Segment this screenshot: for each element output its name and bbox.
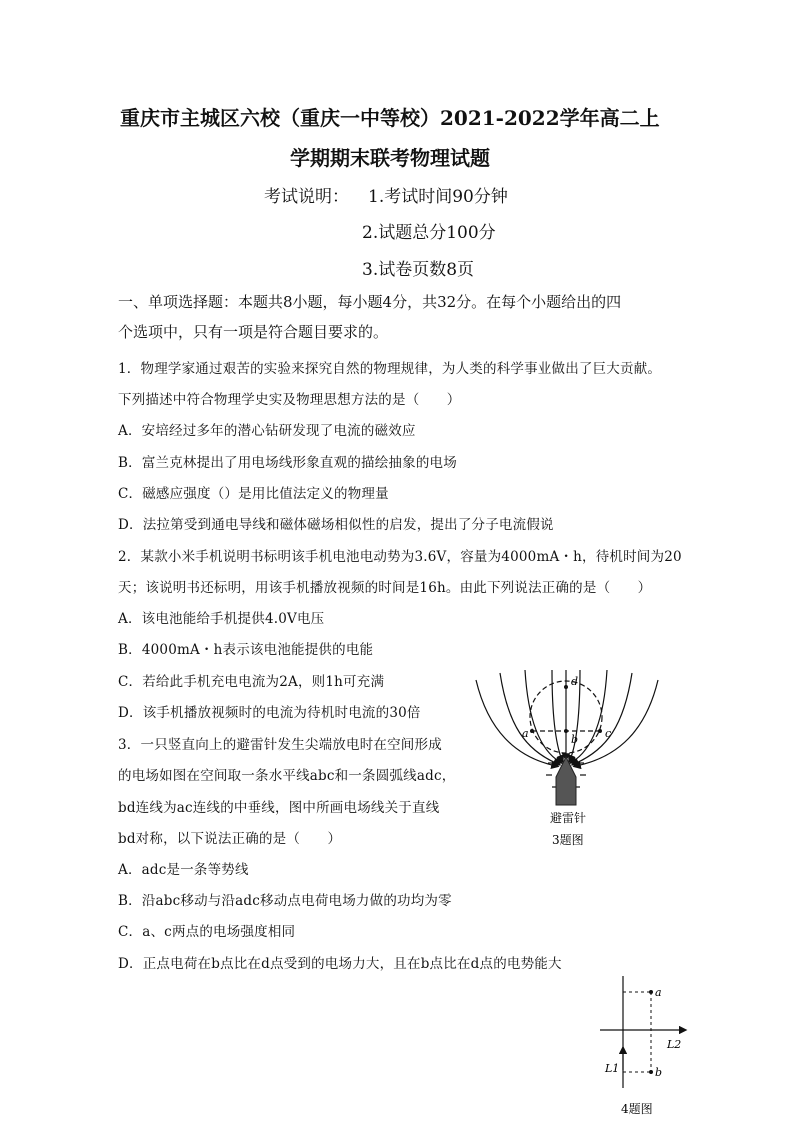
point-d (564, 685, 568, 689)
q2-option-a: A．该电池能给手机提供4.0V电压 (118, 611, 325, 627)
q2-option-c: C．若给此手机充电电流为2A，则1h可充满 (118, 674, 385, 690)
dashed-guides (623, 992, 651, 1072)
page-title-line-1: 重庆市主城区六校（重庆一中等校）2021-2022学年高二上 (120, 106, 660, 130)
q3-stem-line-2: 的电场如图在空间取一条水平线abc和一条圆弧线adc， (118, 768, 456, 784)
point-b (564, 729, 568, 733)
field-line-outer-right-1 (574, 673, 632, 764)
exam-notes-label: 考试说明： (264, 187, 349, 207)
point-a-fig4 (649, 990, 653, 994)
fig4-label-L1: L1 (605, 1062, 620, 1075)
lightning-rod (556, 757, 576, 805)
figure-3-caption: 3题图 (552, 833, 584, 847)
fig4-label-L2: L2 (667, 1038, 682, 1051)
field-line-outer-left-2 (476, 680, 556, 766)
rod-label: 避雷针 (550, 811, 587, 825)
q3-stem-line-1: 3．一只竖直向上的避雷针发生尖端放电时在空间形成 (118, 737, 442, 753)
figure-4-wires (595, 970, 695, 1118)
q2-stem-line-2: 天；该说明书还标明，用该手机播放视频的时间是16h。由此下列说法正确的是（ ） (118, 580, 652, 596)
q1-stem-line-2: 下列描述中符合物理学史实及物理思想方法的是（ ） (118, 392, 461, 408)
exam-note-3: 3.试卷页数8页 (362, 260, 475, 280)
figure-4-caption: 4题图 (621, 1102, 653, 1116)
field-line-outer-left-1 (500, 673, 558, 764)
label-b: b (571, 733, 579, 746)
q1-option-c: C．磁感应强度（）是用比值法定义的物理量 (118, 486, 389, 502)
q3-stem-line-3: bd连线为ac连线的中垂线，图中所画电场线关于直线 (118, 800, 440, 816)
q3-stem-line-4: bd对称，以下说法正确的是（ ） (118, 831, 342, 847)
figure-3-lightning-rod (470, 665, 670, 850)
q3-option-c: C．a、c两点的电场强度相同 (118, 924, 296, 940)
page-title-line-2: 学期期末联考物理试题 (290, 146, 490, 170)
field-line-outer-right-2 (576, 680, 658, 766)
q1-option-a: A．安培经过多年的潜心钻研发现了电流的磁效应 (118, 423, 416, 439)
q2-option-d: D．该手机播放视频时的电流为待机时电流的30倍 (118, 705, 421, 721)
section-1-line-1: 一、单项选择题：本题共8小题，每小题4分，共32分。在每个小题给出的四 (118, 293, 622, 311)
q3-option-d: D．正点电荷在b点比在d点受到的电场力大，且在b点比在d点的电势能大 (118, 956, 562, 972)
q3-option-b: B．沿abc移动与沿adc移动点电荷电场力做的功均为零 (118, 893, 452, 909)
q1-stem-line-1: 1．物理学家通过艰苦的实验来探究自然的物理规律，为人类的科学事业做出了巨大贡献。 (118, 361, 662, 377)
q1-option-b: B．富兰克林提出了用电场线形象直观的描绘抽象的电场 (118, 455, 457, 471)
q2-stem-line-1: 2．某款小米手机说明书标明该手机电池电动势为3.6V，容量为4000mA・h，待机时间为20 (118, 549, 682, 565)
label-a: a (522, 727, 529, 740)
q1-option-d: D．法拉第受到通电导线和磁体磁场相似性的启发，提出了分子电流假说 (118, 517, 554, 533)
point-b-fig4 (649, 1070, 653, 1074)
exam-note-2: 2.试题总分100分 (362, 223, 496, 243)
label-d: d (571, 675, 579, 688)
q3-option-a: A．adc是一条等势线 (118, 862, 249, 878)
fig4-label-b: b (655, 1066, 663, 1079)
section-1-line-2: 个选项中，只有一项是符合题目要求的。 (118, 323, 389, 341)
point-a (530, 729, 534, 733)
q2-option-b: B．4000mA・h表示该电池能提供的电能 (118, 642, 374, 658)
point-c (598, 729, 602, 733)
label-c: c (605, 727, 612, 740)
field-lines (476, 670, 658, 766)
fig4-label-a: a (655, 986, 662, 999)
exam-note-1: 1.考试时间90分钟 (368, 187, 508, 207)
